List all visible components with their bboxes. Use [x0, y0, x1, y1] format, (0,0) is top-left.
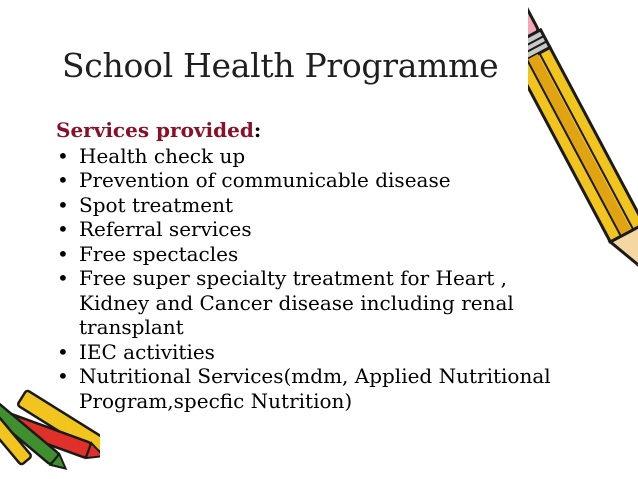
- bullet-icon: •: [57, 217, 69, 241]
- list-item: [56, 364, 576, 413]
- bullet-icon: •: [57, 241, 69, 266]
- list-item: [56, 340, 576, 365]
- list-item: [56, 242, 576, 267]
- list-item-text: Prevention of communicable disease: [79, 168, 451, 192]
- list-item: [56, 144, 576, 169]
- slide-title: School Health Programme: [62, 46, 499, 85]
- bullet-icon: •: [57, 192, 69, 217]
- list-item-text: Referral services: [79, 217, 252, 241]
- list-item-text: IEC activities: [79, 339, 215, 364]
- section-heading-colon: :: [253, 118, 262, 142]
- list-item: [56, 217, 576, 242]
- section-heading-text: Services provided: [56, 118, 254, 142]
- list-item: [56, 193, 576, 218]
- bullet-icon: •: [57, 143, 69, 168]
- list-item: [56, 168, 576, 193]
- list-item: [56, 266, 576, 340]
- list-item-text: Health check up: [79, 143, 246, 168]
- list-item-text: Nutritional Services(mdm, Applied Nutritional Program,specfic Nutrition): [79, 364, 551, 413]
- bullet-icon: •: [57, 168, 69, 192]
- bullet-icon: •: [57, 364, 69, 388]
- services-list: [56, 144, 576, 414]
- bullet-icon: •: [57, 339, 69, 364]
- slide-body: [56, 118, 576, 413]
- section-heading: [56, 118, 576, 143]
- bullet-icon: •: [57, 266, 69, 290]
- list-item-text: Spot treatment: [79, 192, 234, 217]
- list-item-text: Free spectacles: [79, 241, 239, 266]
- list-item-text: Free super specialty treatment for Heart , Kidney and Cancer disease including renal transplant: [79, 266, 514, 339]
